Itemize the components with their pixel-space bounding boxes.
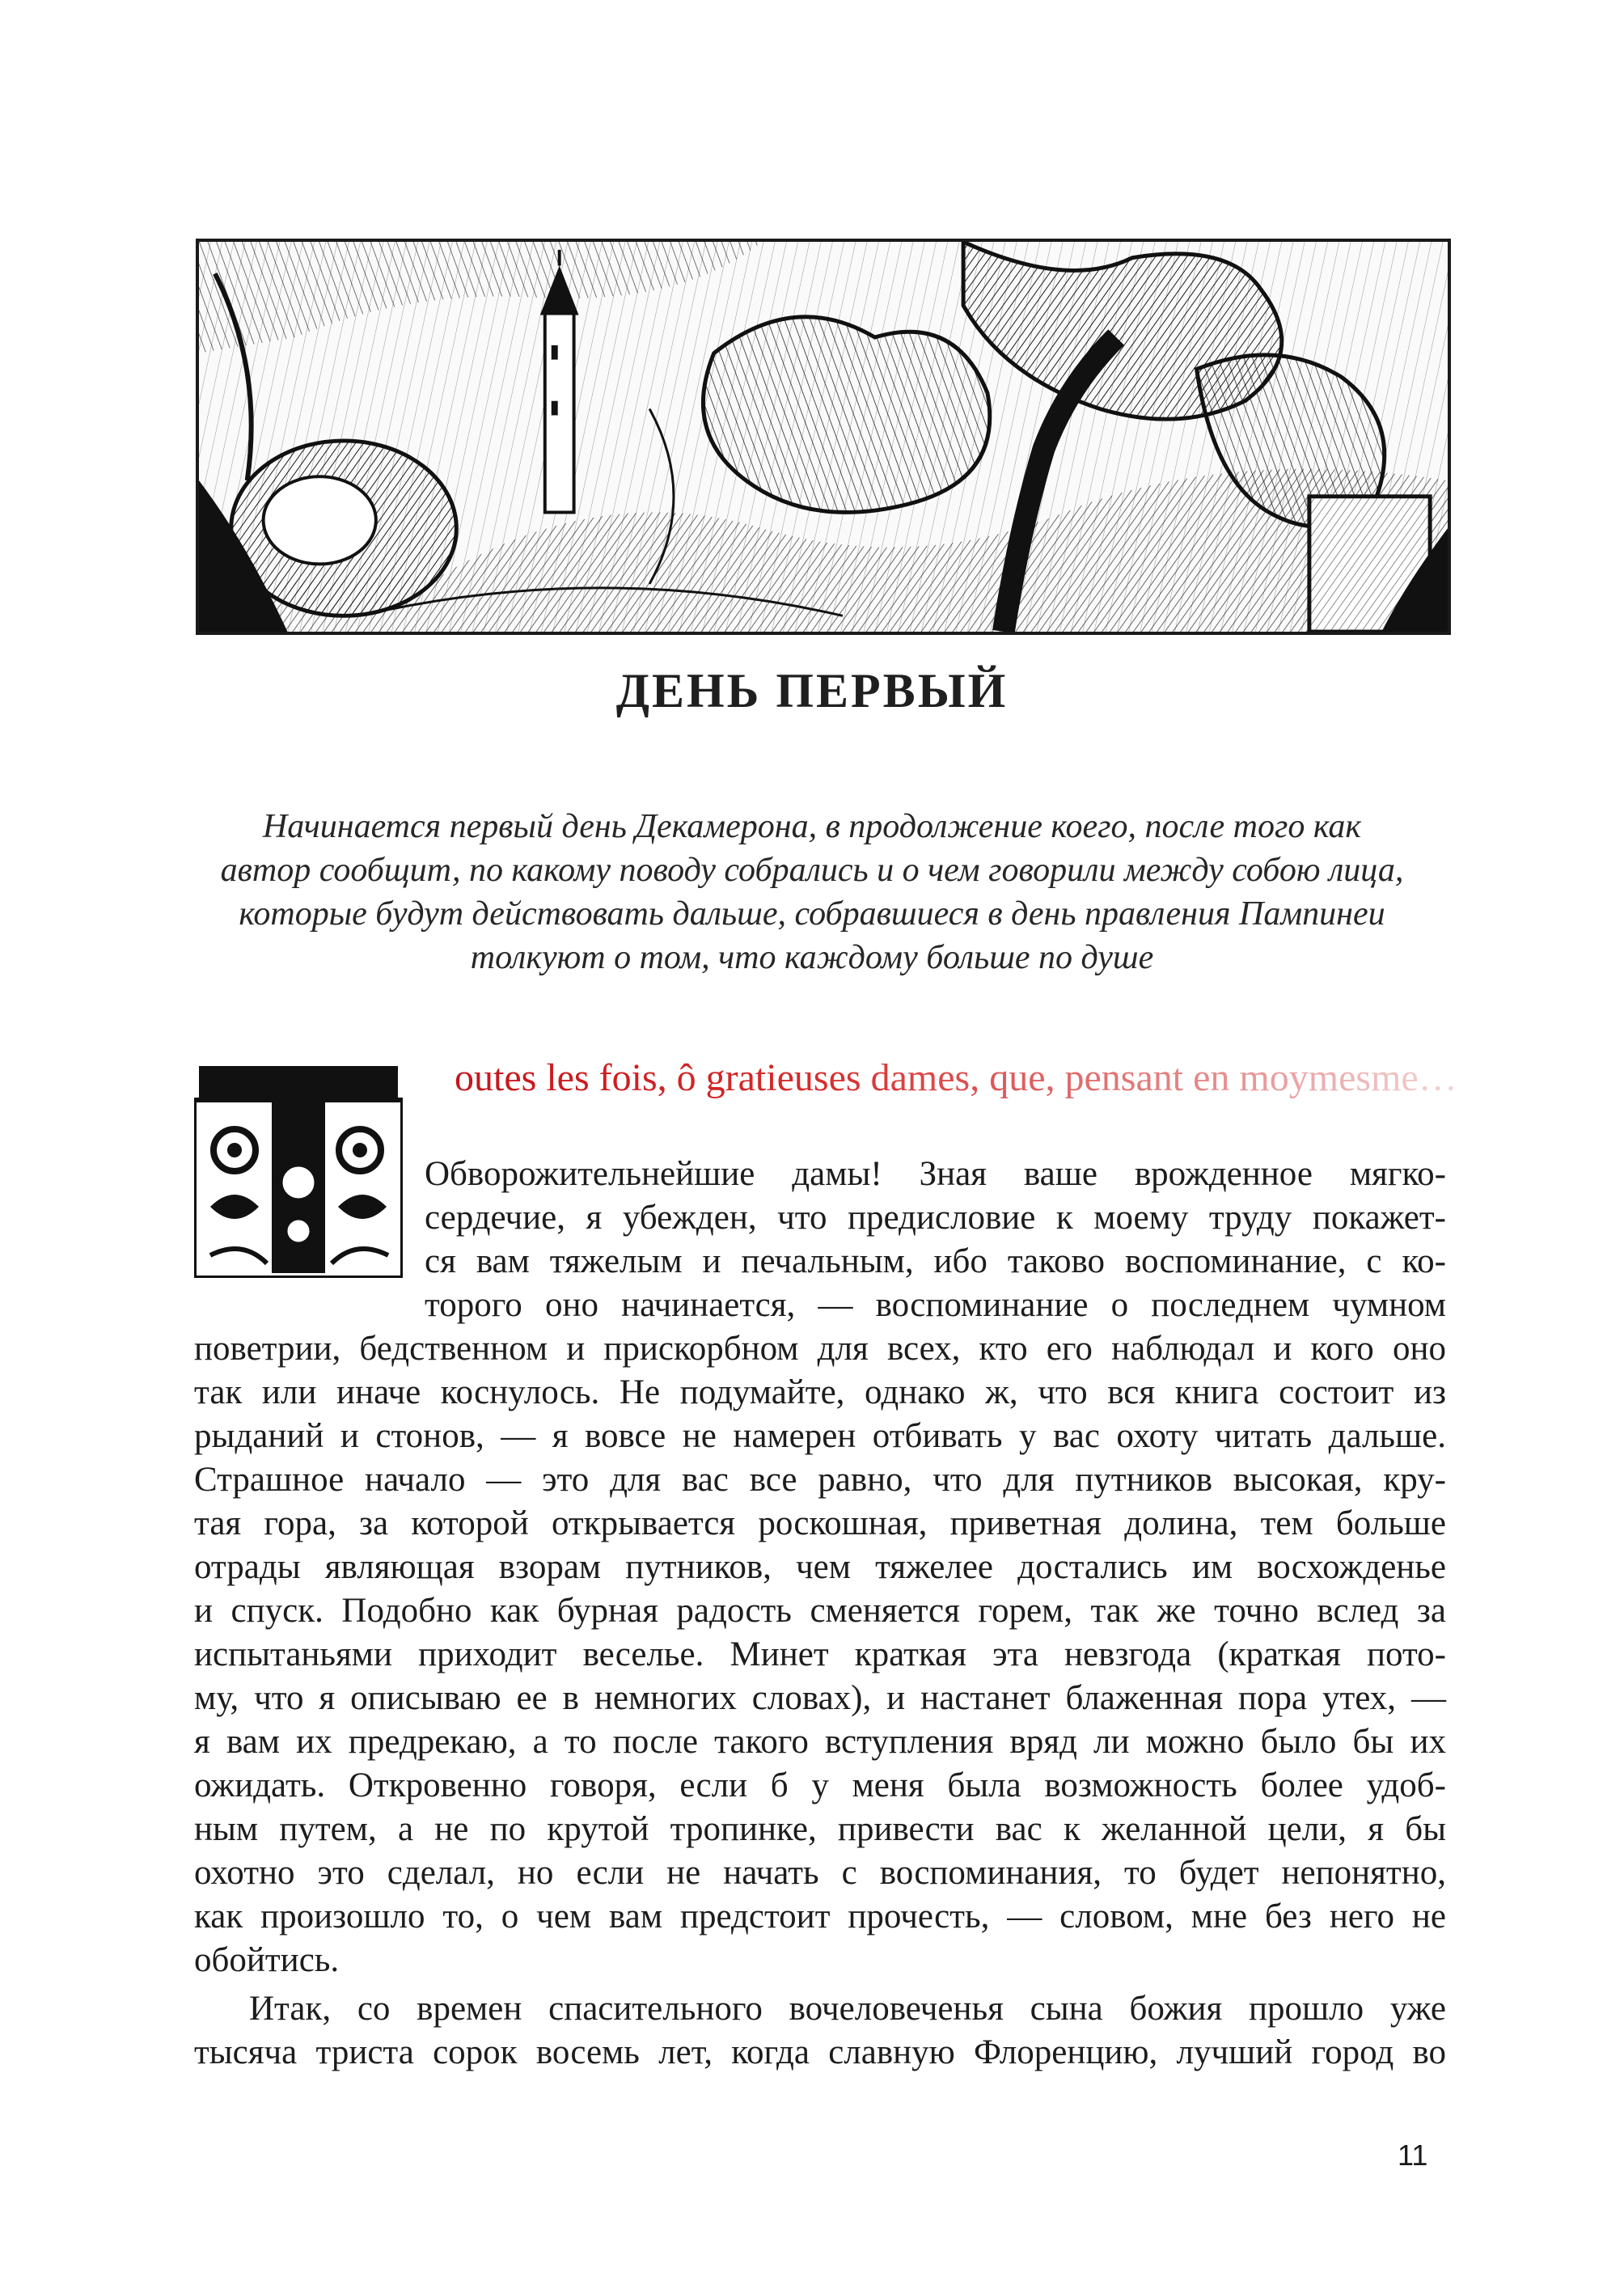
- text-line: отрады являющая взорам путников, чем тяжелее достались им восхожденье: [194, 1548, 1446, 1586]
- page-number: 11: [1398, 2139, 1428, 2172]
- text-line: рыданий и стонов, — я вовсе не намерен отбивать у вас охоту читать дальше.: [194, 1417, 1446, 1455]
- subtitle-line: автор сообщит, по какому поводу собрались и о чем говорили между собою лица,: [220, 852, 1404, 889]
- paragraph: [194, 1987, 1446, 2075]
- landscape-engraving: [196, 239, 1451, 635]
- text-line: я вам их предрекаю, а то после такого вступления вряд ли можно было бы их: [194, 1723, 1446, 1761]
- text-line: охотно это сделал, но если не начать с воспоминания, то будет непонятно,: [194, 1854, 1446, 1892]
- subtitle-line: Начинается первый день Декамерона, в продолжение коего, после того как: [262, 808, 1362, 845]
- text-line: сердечие, я убежден, что предисловие к моему труду покажет-: [425, 1199, 1446, 1237]
- subtitle-line: которые будут действовать дальше, собравшиеся в день правления Пампинеи: [239, 895, 1385, 933]
- text-line: тая гора, за которой открывается роскошная, приветная долина, тем больше: [194, 1504, 1446, 1542]
- text-line: му, что я описываю ее в немногих словах), и настанет блаженная пора утех, —: [194, 1679, 1446, 1717]
- text-line: как произошло то, о чем вам предстоит прочесть, — словом, мне без него не: [194, 1897, 1446, 1936]
- text-line: Итак, со времен спасительного вочеловеченья сына божия прошло уже: [249, 1990, 1446, 2028]
- chapter-title: ДЕНЬ ПЕРВЫЙ: [615, 664, 1009, 717]
- text-line: и спуск. Подобно как бурная радость сменяется горем, так же точно вслед за: [194, 1592, 1446, 1630]
- chapter-subtitle: [178, 805, 1446, 979]
- subtitle-line: толкуют о том, что каждому больше по душе: [470, 939, 1154, 976]
- text-line: обойтись.: [194, 1941, 340, 1979]
- text-line: ся вам тяжелым и печальным, ибо таково воспоминание, с ко-: [425, 1242, 1446, 1280]
- body-text: [194, 1153, 1446, 2075]
- text-line: торого оно начинается, — воспоминание о последнем чумном: [425, 1286, 1446, 1324]
- text-line: ным путем, а не по крутой тропинке, привести вас к желанной цели, я бы: [194, 1810, 1446, 1848]
- text-line: так или иначе коснулось. Не подумайте, однако ж, что вся книга состоит из: [194, 1373, 1446, 1411]
- epigraph: outes les fois, ô gratieuses dames, que, pensant en moymesme…: [455, 1056, 1457, 1099]
- text-line: Страшное начало — это для вас все равно, что для путников высокая, кру-: [194, 1461, 1446, 1499]
- paragraph: [194, 1153, 1446, 1982]
- text-line: испытаньями приходит веселье. Минет краткая эта невзгода (краткая пото-: [194, 1635, 1446, 1673]
- text-line: Обворожительнейшие дамы! Зная ваше врожденное мягко-: [425, 1155, 1446, 1193]
- text-line: тысяча триста сорок восемь лет, когда славную Флоренцию, лучший город во: [194, 2033, 1446, 2071]
- text-line: поветрии, бедственном и прискорбном для всех, кто его наблюдал и кого оно: [194, 1330, 1446, 1368]
- text-line: ожидать. Откровенно говоря, если б у меня была возможность более удоб-: [194, 1766, 1446, 1804]
